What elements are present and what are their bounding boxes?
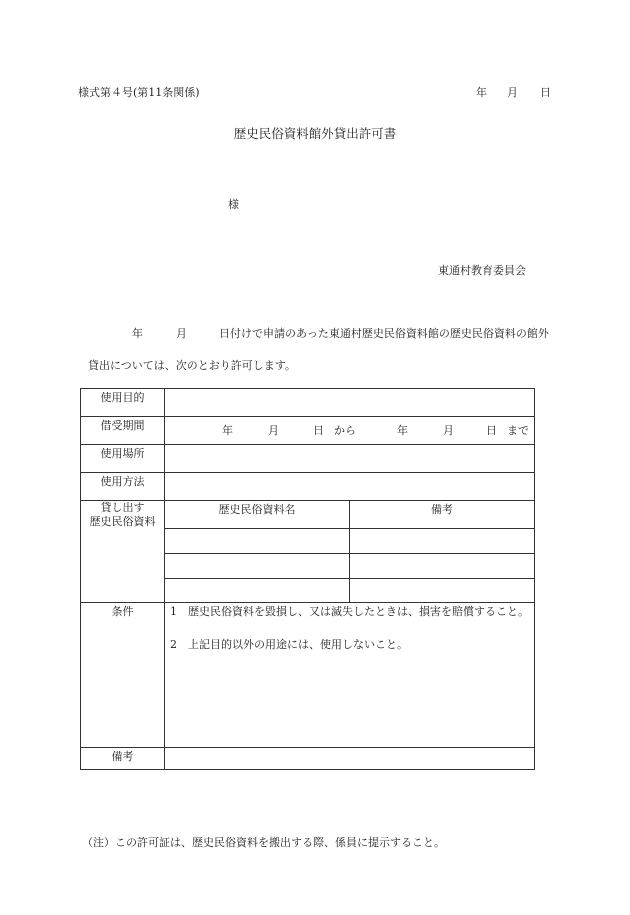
remarks-field[interactable]	[165, 748, 535, 770]
item-note-cell[interactable]	[350, 529, 535, 554]
row-period	[81, 417, 535, 445]
label-place: 使用場所	[81, 445, 165, 473]
period-to-year: 年	[397, 424, 408, 437]
item-note-cell[interactable]	[350, 554, 535, 579]
conditions-field	[165, 603, 535, 748]
period-from: から	[334, 424, 356, 437]
period-to-day: 日	[486, 424, 497, 437]
body-month: 月	[176, 327, 187, 340]
period-to-month: 月	[443, 424, 454, 437]
row-remarks	[81, 748, 535, 770]
period-from-year: 年	[222, 424, 233, 437]
label-items	[81, 501, 165, 603]
period-to: まで	[507, 424, 529, 437]
issuer: 東通村教育委員会	[438, 264, 526, 277]
row-purpose	[81, 389, 535, 417]
period-field[interactable]	[165, 417, 535, 445]
purpose-field[interactable]	[165, 389, 535, 417]
label-conditions: 条件	[81, 603, 165, 748]
period-from-day: 日	[313, 424, 324, 437]
row-conditions	[81, 603, 535, 748]
label-purpose: 使用目的	[81, 389, 165, 417]
label-items-line2: 歴史民俗資料	[89, 515, 156, 528]
item-note-cell[interactable]	[350, 579, 535, 603]
permit-table	[80, 388, 535, 770]
label-remarks: 備考	[81, 748, 165, 770]
document-title: 歴史民俗資料館外貸出許可書	[233, 126, 397, 141]
body-year: 年	[132, 327, 143, 340]
form-number: 様式第４号(第11条関係)	[78, 86, 200, 99]
condition-item: 2 上記目的以外の用途には、使用しないこと。	[170, 638, 408, 651]
body-line2: 貸出については、次のとおり許可します。	[88, 359, 296, 372]
item-name-cell[interactable]	[165, 554, 350, 579]
footer-note: （注）この許可証は、歴史民俗資料を搬出する際、係員に提示すること。	[82, 836, 445, 849]
label-items-line1: 貸し出す	[100, 501, 145, 514]
period-from-month: 月	[268, 424, 279, 437]
row-place	[81, 445, 535, 473]
label-method: 使用方法	[81, 473, 165, 501]
item-name-cell[interactable]	[165, 579, 350, 603]
item-name-cell[interactable]	[165, 529, 350, 554]
label-period: 借受期間	[81, 417, 165, 445]
place-field[interactable]	[165, 445, 535, 473]
body-line1: 日付けで申請のあった東通村歴史民俗資料館の歴史民俗資料の館外	[219, 327, 549, 340]
items-name-header: 歴史民俗資料名	[165, 501, 350, 529]
row-method	[81, 473, 535, 501]
date-day: 日	[540, 86, 551, 99]
row-items-header	[81, 501, 535, 529]
addressee-suffix: 様	[228, 198, 239, 211]
condition-item: 1 歴史民俗資料を毀損し、又は滅失したときは、損害を賠償すること。	[170, 605, 529, 618]
date-year: 年	[476, 86, 487, 99]
method-field[interactable]	[165, 473, 535, 501]
date-month: 月	[507, 86, 518, 99]
items-note-header: 備考	[350, 501, 535, 529]
